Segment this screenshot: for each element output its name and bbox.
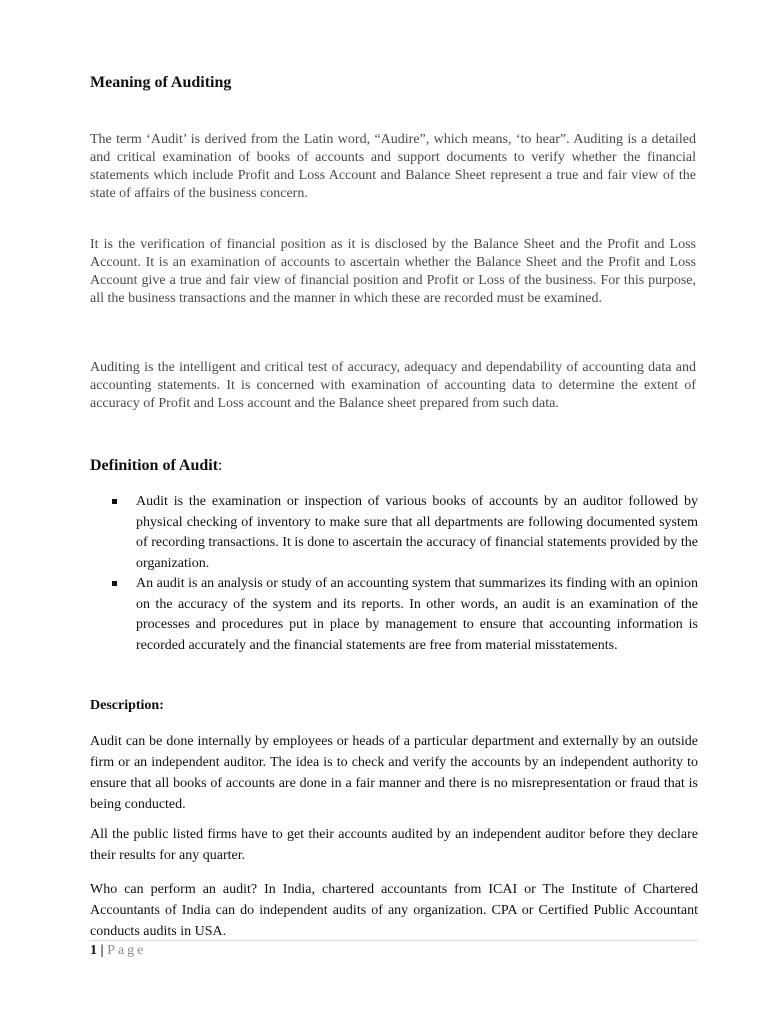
definition-heading-text: Definition of Audit xyxy=(90,457,219,474)
footer-separator: | xyxy=(97,943,108,958)
definition-item-text: An audit is an analysis or study of an accounting system that summarizes its finding with an opinion on the accuracy of the system and its reports. In other words, an audit is an examination of the processes and procedures put in place by management to ensure that accounting information is recorded accurately and the financial statements are free from material misstatements. xyxy=(136,576,698,653)
description-paragraph-2: All the public listed firms have to get their accounts audited by an independent auditor before they declare their results for any quarter. xyxy=(90,827,698,863)
intro-paragraph-2: It is the verification of financial position as it is disclosed by the Balance Sheet and the Profit and Loss Account. It is an examination of accounts to ascertain whether the Balance Sheet and the Profit and Loss Account give a true and fair view of financial position and Profit or Loss of the business. For this purpose, all the business transactions and the manner in which these are recorded must be examined. xyxy=(90,237,696,306)
description-paragraph-1: Audit can be done internally by employees or heads of a particular department and externally by an outside firm or an independent auditor. The idea is to check and verify the accounts by an independent authority to ensure that all books of accounts are done in a fair manner and there is no misrepresentation or fraud that is being conducted. xyxy=(90,734,698,812)
definition-list xyxy=(90,492,698,656)
footer-divider xyxy=(90,940,698,941)
square-bullet-icon xyxy=(112,499,117,504)
definition-item xyxy=(90,492,698,574)
page-label: Page xyxy=(107,943,147,958)
definition-item xyxy=(90,574,698,656)
intro-paragraph-3: Auditing is the intelligent and critical test of accuracy, adequacy and dependability of accounting data and accounting statements. It is concerned with examination of accounting data to determine the extent of accuracy of Profit and Loss account and the Balance sheet prepared from such data. xyxy=(90,360,696,411)
description-paragraph-3: Who can perform an audit? In India, chartered accountants from ICAI or The Institute of Chartered Accountants of India can do independent audits of any organization. CPA or Certified Public Accountant conducts audits in USA. xyxy=(90,882,698,939)
definition-heading xyxy=(90,457,222,475)
description-heading: Description: xyxy=(90,698,164,713)
square-bullet-icon xyxy=(112,581,117,586)
intro-paragraph-1: The term ‘Audit’ is derived from the Latin word, “Audire”, which means, ‘to hear”. Auditing is a detailed and critical examination of books of accounts and support documents to verify whether the financial statements which include Profit and Loss Account and Balance Sheet represent a true and fair view of the state of affairs of the business concern. xyxy=(90,132,696,201)
page-title: Meaning of Auditing xyxy=(90,74,232,91)
page-footer xyxy=(90,942,146,960)
definition-heading-colon: : xyxy=(218,457,223,474)
page-number: 1 xyxy=(90,943,97,958)
definition-item-text: Audit is the examination or inspection of various books of accounts by an auditor followed by physical checking of inventory to make sure that all departments are following documented system of recording transactions. It is done to ascertain the accuracy of financial statements provided by the organization. xyxy=(136,494,698,571)
